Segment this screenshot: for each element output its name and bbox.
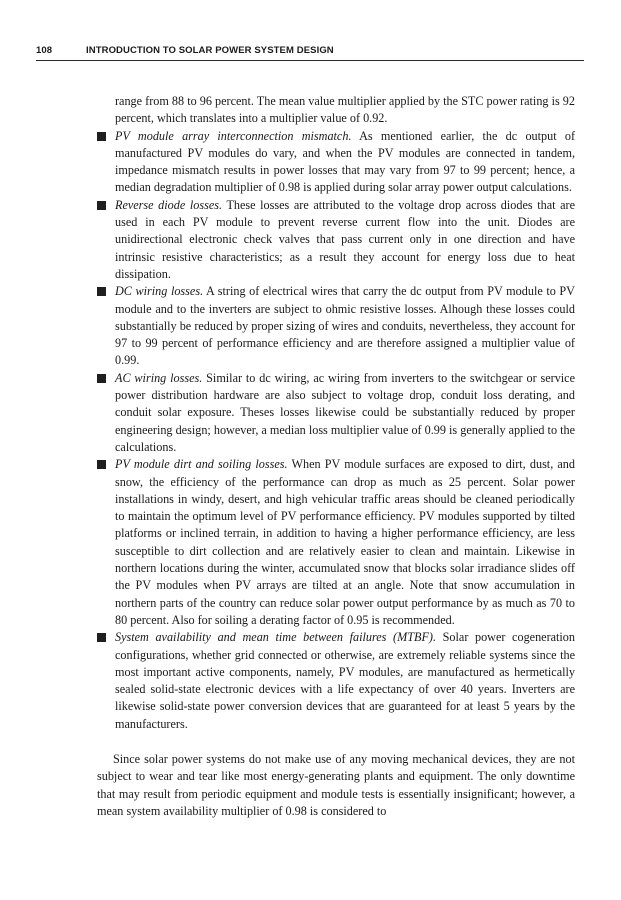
list-item [97, 456, 575, 629]
list-item [97, 370, 575, 456]
item-text: When PV module surfaces are exposed to dirt, dust, and snow, the efficiency of the performance can drop as much as 25 percent. Solar power installations in windy, desert, and high vehicular traffic areas should be cleaned periodically to maintain the optimum level of PV performance efficiency. PV modules supported by tilted platforms or inclined terrain, in addition to having a higher performance efficiency, are less susceptible to dirt collection and are relatively easier to clean and maintain. Likewise in northern locations during the winter, accumulated snow that blocks solar irradiance slides off the PV modules when PV arrays are tilted at an angle. Note that snow accumulation in northern parts of the country can reduce solar power output performance by as much as 70 to 80 percent. Also for soiling a derating factor of 0.95 is recommended. [115, 457, 575, 627]
continuation-text: range from 88 to 96 percent. The mean value multiplier applied by the STC power rating is 92 percent, which translates into a multiplier value of 0.92. [115, 94, 575, 126]
item-lead: System availability and mean time between failures (MTBF). [115, 630, 437, 645]
running-title: INTRODUCTION TO SOLAR POWER SYSTEM DESIGN [86, 45, 334, 56]
item-text: As mentioned earlier, the dc output of manufactured PV modules do vary, and when the PV modules are connected in tandem, impedance mismatch results in power losses that may vary from 97 to 99 percent; hence, a median degradation multiplier of 0.98 is applied during solar array power output calculations. [115, 128, 575, 195]
square-bullet-icon [97, 460, 106, 469]
square-bullet-icon [97, 374, 106, 383]
square-bullet-icon [97, 132, 106, 141]
running-header [36, 45, 584, 61]
square-bullet-icon [97, 201, 106, 210]
item-lead: Reverse diode losses. [115, 197, 223, 212]
square-bullet-icon [97, 633, 106, 642]
item-text: These losses are attributed to the voltage drop across diodes that are used in each PV module to prevent reverse current flow into the unit. Diodes are unidirectional electronic check valves that pass current only in one direction and have intrinsic resistive characteristics; as a result they account for energy loss due to heat dissipation. [115, 197, 576, 281]
item-lead: PV module array interconnection mismatch. [115, 128, 352, 143]
page-body [97, 93, 575, 820]
item-text: Solar power cogeneration configurations, whether grid connected or otherwise, are extremely reliable systems since the most important active components, namely, PV modules, are manufactured as hermetically sealed solid-state electronic devices with a life expectancy of over 40 years. Inverters are likewise solid-state power conversion devices that are guaranteed for at least 5 years by the manufacturers. [115, 630, 575, 731]
list-item [97, 128, 575, 197]
item-text: A string of electrical wires that carry the dc output from PV module to PV module and to the inverters are subject to ohmic resistive losses. Alhough these losses could substantially be reduced by proper sizing of wires and conduits, nevertheless, they account for 97 to 99 percent of performance efficiency and are therefore assigned a multiplier value of 0.99. [115, 284, 575, 368]
closing-paragraph: Since solar power systems do not make use of any moving mechanical devices, they are not subject to wear and tear like most energy-generating plants and equipment. The only downtime that may result from periodic equipment and module tests is essentially insignificant; however, a mean system availability multiplier of 0.98 is considered to [97, 751, 575, 818]
list-item [97, 197, 575, 283]
item-lead: PV module dirt and soiling losses. [115, 457, 288, 472]
list-item [97, 629, 575, 733]
item-text: Similar to dc wiring, ac wiring from inverters to the switchgear or service power distribution hardware are also subject to voltage drop, conduit loss derating, and conduit solar exposure. Theses losses likewise could be substantially reduced by proper engineering design; however, a median loss multiplier value of 0.99 is generally applied to the calculations. [115, 370, 575, 454]
list-item [97, 283, 575, 369]
square-bullet-icon [97, 287, 106, 296]
page-number: 108 [36, 45, 53, 56]
item-lead: DC wiring losses. [115, 284, 204, 299]
loss-factor-list [97, 128, 575, 733]
item-lead: AC wiring losses. [115, 370, 203, 385]
